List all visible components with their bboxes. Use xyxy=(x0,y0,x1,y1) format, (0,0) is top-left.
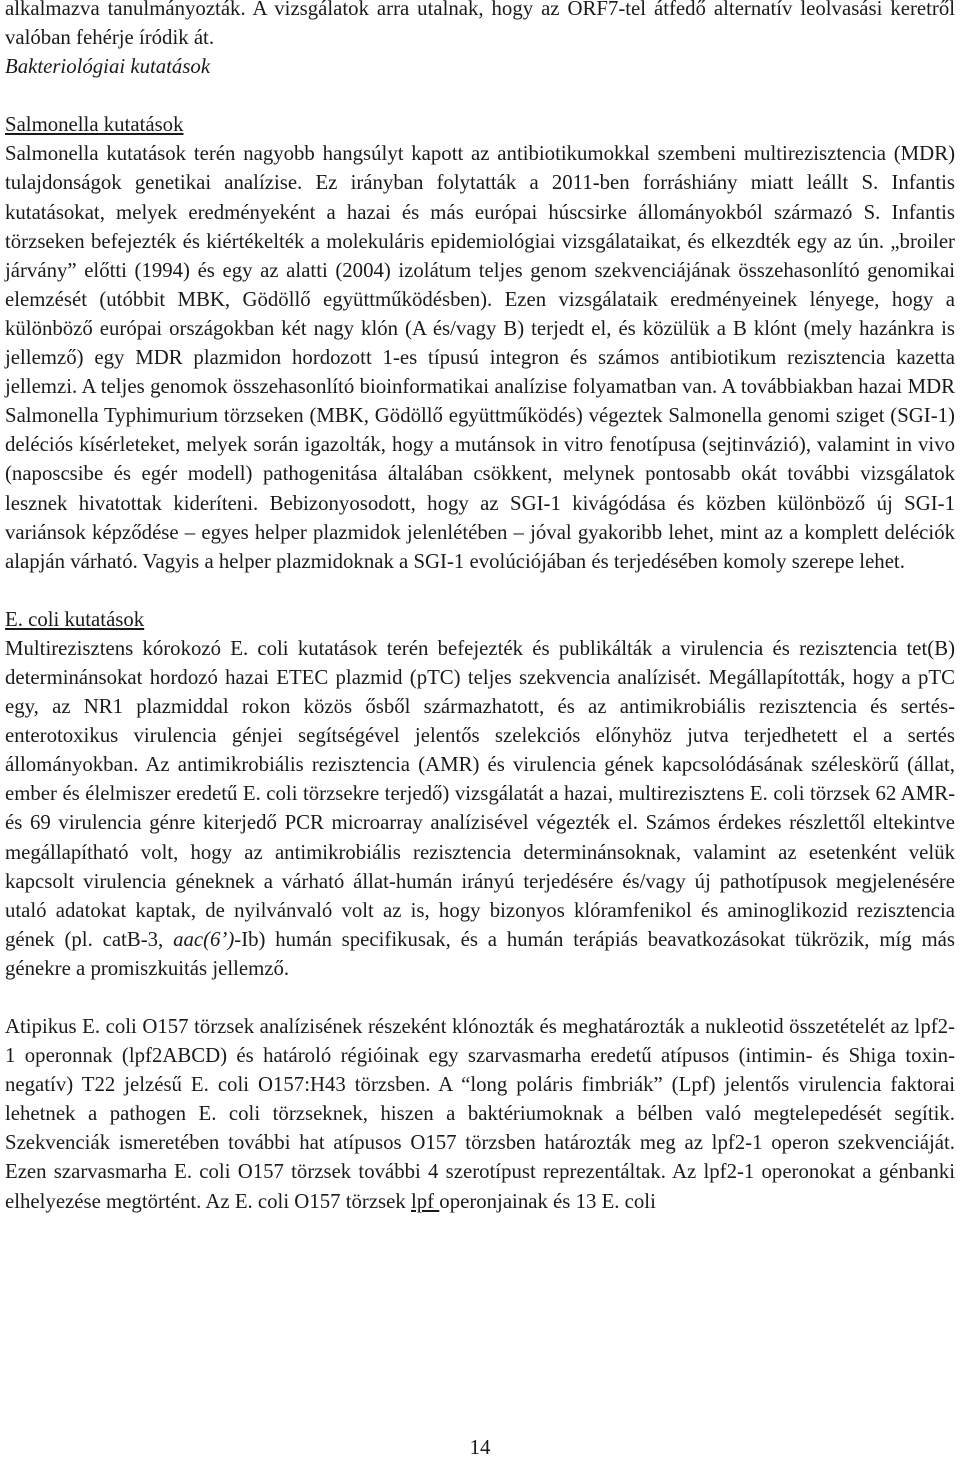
spacer xyxy=(5,983,955,1012)
atypical-text-part1: Atipikus E. coli O157 törzsek analízisének részeként klónozták és meghatározták a nukleotid összetételét az lpf2-1 operonnak (lpf2ABCD) és határoló régióinak egy szarvasmarha eredetű atípusos (intimin- és Shiga toxin-negatív) T22 jelzésű E. coli O157:H43 törzsben. A “long poláris fimbriák” (Lpf) jelentős virulencia faktorai lehetnek a pathogen E. coli törzseknek, hiszen a baktériumoknak a bélben való megtelepedését segítik. Szekvenciák ismeretében további hat atípusos O157 törzsben határozták meg az lpf2-1 operon szekvenciáját. Ezen szarvasmarha E. coli O157 törzsek további 4 szerotípust reprezentáltak. Az lpf2-1 operonokat a génbanki elhelyezése megtörtént. Az E. coli O157 törzsek xyxy=(5,1015,955,1213)
salmonella-paragraph: Salmonella kutatások terén nagyobb hangsúlyt kapott az antibiotikumokkal szembeni multirezisztencia (MDR) tulajdonságok genetikai analízise. Ez irányban folytatták a 2011-ben forráshiány miatt leállt S. Infantis kutatásokat, melyek eredményeként a hazai és más európai húscsirke állományokból származó S. Infantis törzseken befejezték és kiértékelték a molekuláris epidemiológiai vizsgálataikat, és elkezdték egy az ún. „broiler járvány” előtti (1994) és egy az alatti (2004) izolátum teljes genom szekvenciájának összehasonlító genomikai elemzését (utóbbit MBK, Gödöllő együttműködésben). Ezen vizsgálataik eredményeinek lényege, hogy a különböző európai országokban két nagy klón (A és/vagy B) terjedt el, és közülük a B klónt (mely hazánkra is jellemző) egy MDR plazmidon hordozott 1-es típusú integron és számos antibiotikum rezisztencia kazetta jellemzi. A teljes genomok összehasonlító bioinformatikai analízise folyamatban van. A továbbiakban hazai MDR Salmonella Typhimurium törzseken (MBK, Gödöllő együttműködés) végeztek Salmonella genomi sziget (SGI-1) deléciós kísérleteket, melyek során igazolták, hogy a mutánsok in vitro fenotípusa (sejtinvázió), valamint in vivo (naposcsibe és egér modell) pathogenitása általában csökkent, melynek pontosabb okát további vizsgálatok lesznek hivatottak kideríteni. Bebizonyosodott, hogy az SGI-1 kivágódása és közben különböző új SGI-1 variánsok képződése – egyes helper plazmidok jelenlétében – jóval gyakoribb lehet, mint az a komplett deléciók alapján várható. Vagyis a helper plazmidoknak a SGI-1 evolúciójában és terjedésében komoly szerepe lehet. xyxy=(5,142,955,573)
spacer xyxy=(5,576,955,605)
document-page xyxy=(5,0,955,1216)
ecoli-text-part2: -Ib) humán specifikusak, és a humán terápiás beavatkozásokat tükrözik, míg más génekre a promiszkuitás jellemző. xyxy=(5,927,955,980)
underlined-term: lpf xyxy=(410,1189,440,1213)
section-heading: Bakteriológiai kutatások xyxy=(5,55,211,79)
top-fragment-paragraph: alkalmazva tanulmányozták. A vizsgálatok arra utalnak, hogy az ORF7-tel átfedő alternatív leolvasási keretről valóban fehérje íródik át. xyxy=(5,0,955,50)
atypical-ecoli-paragraph xyxy=(5,1012,955,1216)
page-number: 14 xyxy=(469,1436,491,1459)
ecoli-text-part1: Multirezisztens kórokozó E. coli kutatások terén befejezték és publikálták a virulencia és rezisztencia tet(B) determinánsokat hordozó hazai ETEC plazmid (pTC) teljes szekvencia analízisét. Megállapították, hogy a pTC egy, az NR1 plazmiddal rokon közös ősből származhatott, és az antimikrobiális rezisztencia és sertés-enterotoxikus virulencia génjei segítségével jelentős szelekciós előnyhöz jutva terjedhetett el a sertés állományokban. Az antimikrobiális rezisztencia (AMR) és virulencia gének kapcsolódásának széleskörű (állat, ember és élelmiszer eredetű E. coli törzsekre terjedő) vizsgálatát a hazai, multirezisztens E. coli törzsek 62 AMR- és 69 virulencia génre kiterjedő PCR microarray analízisével végezték el. Számos érdekes részlettől eltekintve megállapítható volt, hogy az antimikrobiális rezisztencia determinánsoknak, valamint az esetenként velük kapcsolt virulencia géneknek a várható állat-humán irányú terjedésére és/vagy új pathotípusok megjelenésére utaló adatokat kaptak, de nyilvánvaló volt az is, hogy bizonyos klóramfenikol és aminoglikozid rezisztencia gének (pl. catB-3, xyxy=(5,636,955,951)
salmonella-heading: Salmonella kutatások xyxy=(5,113,184,137)
atypical-text-part2: operonjainak és 13 E. coli xyxy=(439,1189,656,1213)
ecoli-heading: E. coli kutatások xyxy=(5,607,145,631)
spacer xyxy=(5,81,955,110)
gene-name-italic: aac(6’) xyxy=(173,927,235,951)
ecoli-paragraph xyxy=(5,634,955,983)
